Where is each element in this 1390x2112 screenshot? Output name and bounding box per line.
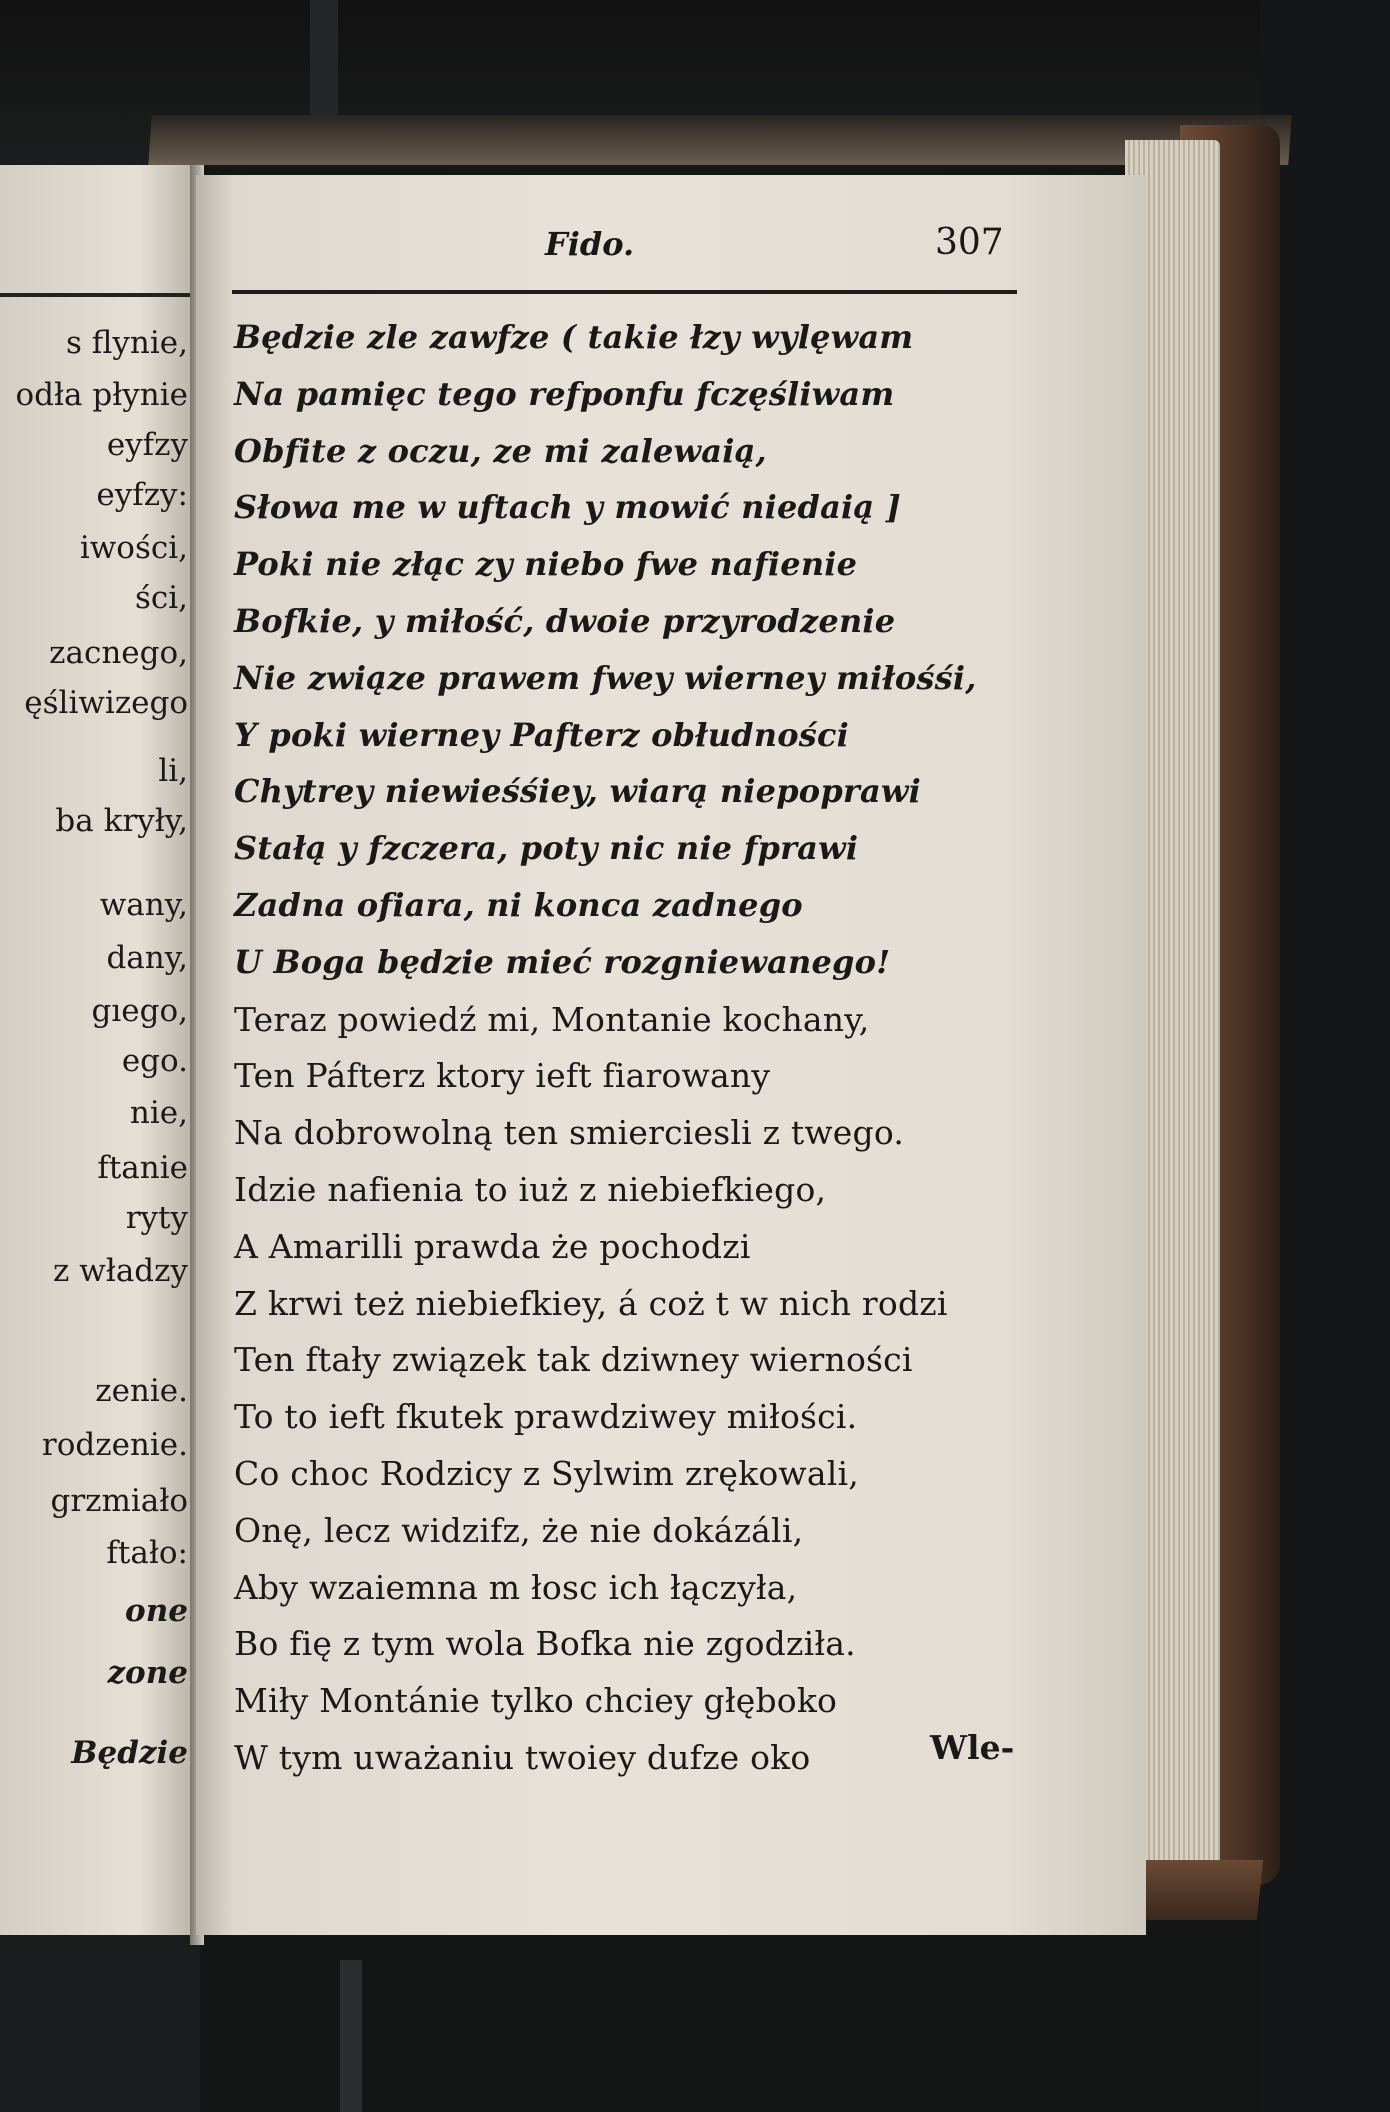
verse-line: A Amarilli prawda że pochodzi (234, 1226, 751, 1266)
left-line: wany, (99, 887, 188, 923)
left-line: zone (107, 1655, 188, 1691)
verse-line: Będzie zle zawfze ( takie łzy wylęwam (234, 318, 914, 356)
verse-line: Słowa me w uftach y mowić niedaią ] (234, 488, 901, 527)
left-line: dany, (106, 940, 188, 976)
left-line: rodzenie. (41, 1427, 188, 1463)
verse-line: Y poki wierney Pafterz obłudności (234, 715, 850, 754)
left-line: odła płynie (15, 377, 188, 413)
left-line: ści, (134, 580, 188, 616)
verse-line: To to ieft fkutek prawdziwey miłości. (234, 1397, 858, 1437)
left-line: ego. (121, 1043, 188, 1079)
left-line: z władzy (53, 1253, 188, 1289)
left-line: ryty (125, 1200, 188, 1236)
left-line: ftało: (106, 1535, 188, 1571)
left-line: eyfzy: (96, 477, 188, 513)
verse-line: Onę, lecz widzifz, że nie dokázáli, (234, 1510, 804, 1550)
left-line: zacnego, (49, 635, 188, 671)
head-rule (232, 290, 1017, 294)
left-line: gıego, (91, 993, 188, 1029)
verse-line: Idzie nafienia to iuż z niebiefkiego, (234, 1170, 827, 1209)
verse-line: Na dobrowolną ten smierciesli z twego. (234, 1113, 905, 1153)
verse-line: Co choc Rodzicy z Sylwim zrękowali, (234, 1454, 859, 1493)
left-line: s flynie, (65, 325, 188, 361)
verse-line: Chytrey niewieśśiey, wiarą niepoprawi (234, 772, 922, 811)
left-line: zenie. (95, 1373, 188, 1409)
verse-line: Z krwi też niebiefkiey, á coż t w nich rodzi (234, 1283, 948, 1323)
verse-line: Na pamięc tego refponfu fczęśliwam (234, 374, 895, 413)
page-number: 307 (935, 222, 1004, 263)
verse-line: Poki nie złąc zy niebo fwe nafienie (234, 545, 858, 584)
left-line: li, (158, 753, 188, 789)
verse-line: Teraz powiedź mi, Montanie kochany, (234, 999, 870, 1039)
left-line: iwości, (79, 530, 188, 566)
verse-line: Ten Páfterz ktory ieft fiarowany (234, 1056, 771, 1096)
catchword: Wle- (930, 1728, 1015, 1767)
left-page (0, 165, 198, 1935)
verse-line: Bo fię z tym wola Bofka nie zgodziła. (234, 1624, 856, 1664)
book-cover-top-edge (148, 115, 1291, 165)
verse-line: Bofkie, y miłość, dwoie przyrodzenie (234, 602, 896, 640)
left-head-rule (0, 293, 196, 297)
left-line: ba kryły, (55, 803, 188, 839)
verse-line: Ten ftały związek tak dziwney wierności (234, 1340, 913, 1380)
verse-line: Nie związe prawem fwey wierney miłośśi, (234, 658, 977, 697)
left-catchword: Będzie (71, 1735, 188, 1771)
running-head: Fido. (545, 225, 635, 263)
verse-line: Aby wzaiemna m łosc ich łączyła, (234, 1567, 798, 1607)
left-line: ęśliwizego (24, 685, 188, 721)
verse-line: U Boga będzie mieć rozgniewanego! (234, 942, 891, 981)
left-line: one (125, 1593, 188, 1629)
verse-line: Stałą y fzczera, poty nic nie fprawi (234, 829, 859, 868)
verse-line: Zadna ofiara, ni konca zadnego (234, 886, 803, 924)
left-line: eyfzy (106, 427, 188, 463)
verse-line: Miły Montánie tylko chciey głęboko (234, 1681, 838, 1721)
left-line: nie, (129, 1095, 188, 1131)
verse-line: W tym uważaniu twoiey dufze oko (234, 1738, 811, 1777)
bookmark-ribbon-bottom (340, 1960, 362, 2112)
verse-line: Obfite z oczu, ze mi zalewaią, (234, 431, 767, 470)
left-line: ftanie (97, 1150, 188, 1186)
left-line: grzmiało (50, 1483, 188, 1519)
